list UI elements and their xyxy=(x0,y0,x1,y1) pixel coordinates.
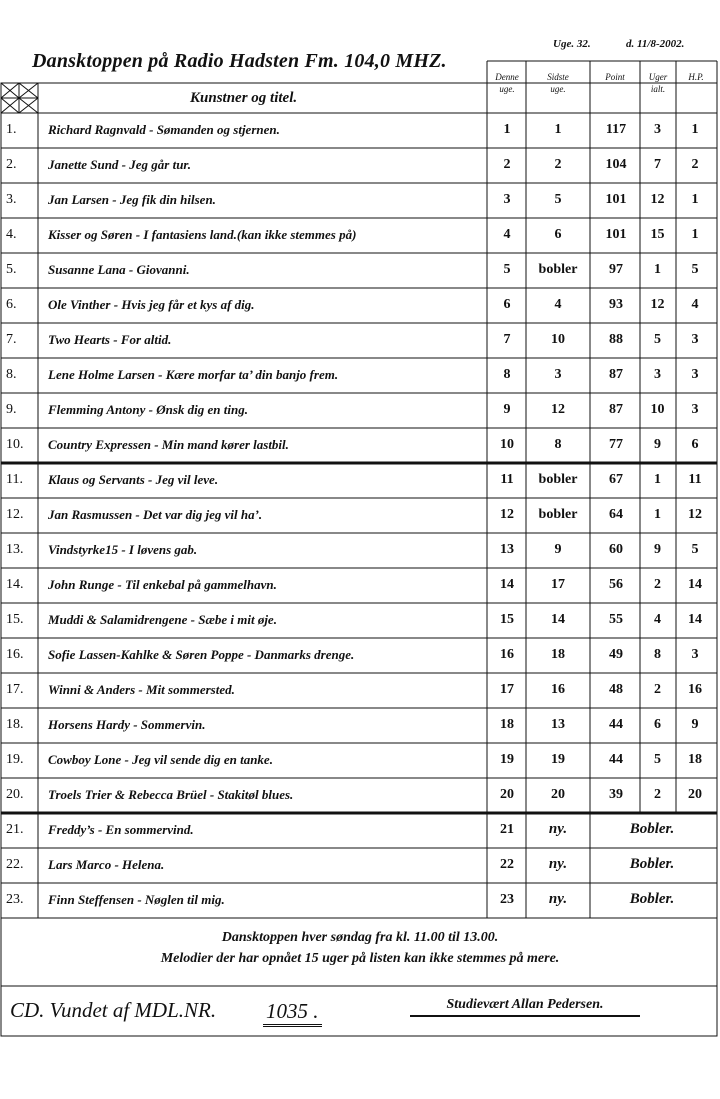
row-peak: 6 xyxy=(691,437,699,452)
row-this-week: 8 xyxy=(503,367,511,382)
row-weeks-total: 1 xyxy=(654,507,661,522)
row-rank: 1. xyxy=(6,122,17,137)
row-rank: 11. xyxy=(6,472,23,487)
row-artist-title: Vindstyrke15 - I løvens gab. xyxy=(48,542,198,557)
row-rank: 4. xyxy=(6,227,17,242)
row-weeks-total: 15 xyxy=(650,227,665,242)
row-points: 55 xyxy=(609,612,623,627)
row-last-week: 6 xyxy=(554,227,562,242)
row-last-week: 3 xyxy=(554,367,562,382)
row-rank: 17. xyxy=(6,682,24,697)
row-points: 101 xyxy=(605,227,627,242)
row-artist-title: Finn Steffensen - Nøglen til mig. xyxy=(48,892,225,907)
row-weeks-total: 12 xyxy=(650,192,665,207)
row-weeks-total: 2 xyxy=(654,577,661,592)
row-last-week: 4 xyxy=(554,297,562,312)
row-points: 117 xyxy=(605,122,627,137)
row-peak: 9 xyxy=(691,717,699,732)
row-rank: 9. xyxy=(6,402,17,417)
row-rank: 15. xyxy=(6,612,24,627)
row-last-week: bobler xyxy=(538,472,578,487)
row-rank: 12. xyxy=(6,507,24,522)
row-artist-title: Klaus og Servants - Jeg vil leve. xyxy=(48,472,219,487)
row-points: 44 xyxy=(609,717,623,732)
row-rank: 6. xyxy=(6,297,17,312)
row-peak: 11 xyxy=(688,472,702,487)
row-peak: 4 xyxy=(691,297,699,312)
row-status: Bobler. xyxy=(629,891,675,907)
row-artist-title: Flemming Antony - Ønsk dig en ting. xyxy=(48,402,248,417)
row-peak: 3 xyxy=(691,332,699,347)
row-this-week: 10 xyxy=(500,437,514,452)
row-peak: 20 xyxy=(688,787,702,802)
row-peak: 16 xyxy=(688,682,702,697)
row-last-week: 1 xyxy=(554,122,562,137)
row-weeks-total: 8 xyxy=(654,647,661,662)
row-artist-title: Lene Holme Larsen - Kære morfar ta’ din banjo frem. xyxy=(48,367,339,382)
row-artist-title: Muddi & Salamidrengene - Sæbe i mit øje. xyxy=(48,612,277,627)
row-rank: 14. xyxy=(6,577,24,592)
row-points: 48 xyxy=(609,682,623,697)
row-last-week: 19 xyxy=(551,752,565,767)
row-artist-title: Country Expressen - Min mand kører lastbil. xyxy=(48,437,289,452)
row-artist-title: Richard Ragnvald - Sømanden og stjernen. xyxy=(48,122,280,137)
row-this-week: 18 xyxy=(500,717,514,732)
column-header-peak: H.P. xyxy=(688,72,704,82)
row-artist-title: Winni & Anders - Mit sommersted. xyxy=(48,682,235,697)
column-header-last-week: Sidste uge. xyxy=(547,72,569,94)
row-rank: 19. xyxy=(6,752,24,767)
row-peak: 1 xyxy=(691,192,699,207)
row-weeks-total: 10 xyxy=(650,402,665,417)
row-artist-title: Lars Marco - Helena. xyxy=(48,857,165,872)
row-new-entry: ny. xyxy=(548,856,568,872)
row-last-week: 13 xyxy=(551,717,565,732)
row-last-week: 14 xyxy=(551,612,565,627)
row-last-week: 8 xyxy=(554,437,562,452)
row-peak: 1 xyxy=(691,227,699,242)
row-artist-title: Jan Rasmussen - Det var dig jeg vil ha’. xyxy=(48,507,263,522)
row-peak: 5 xyxy=(691,262,699,277)
row-rank: 2. xyxy=(6,157,17,172)
column-header-this-week: Denne uge. xyxy=(495,72,519,94)
row-artist-title: Ole Vinther - Hvis jeg får et kys af dig. xyxy=(48,297,255,312)
row-this-week: 9 xyxy=(503,402,511,417)
row-this-week: 14 xyxy=(500,577,514,592)
row-last-week: bobler xyxy=(538,262,578,277)
row-peak: 3 xyxy=(691,647,699,662)
column-header-points: Point xyxy=(605,72,625,82)
voting-rule: Melodier der har opnået 15 uger på listen kan ikke stemmes på mere. xyxy=(160,951,560,966)
row-weeks-total: 3 xyxy=(654,122,661,137)
row-new-entry: ny. xyxy=(548,891,568,907)
row-artist-title: Jan Larsen - Jeg fik din hilsen. xyxy=(48,192,216,207)
row-this-week: 3 xyxy=(503,192,511,207)
row-points: 104 xyxy=(605,157,627,172)
row-weeks-total: 7 xyxy=(654,157,661,172)
row-points: 88 xyxy=(609,332,623,347)
row-rank: 20. xyxy=(6,787,24,802)
row-last-week: 16 xyxy=(551,682,565,697)
row-artist-title: Freddy’s - En sommervind. xyxy=(48,822,194,837)
row-weeks-total: 1 xyxy=(654,472,661,487)
row-points: 97 xyxy=(609,262,623,277)
row-this-week: 2 xyxy=(503,157,511,172)
row-rank: 8. xyxy=(6,367,17,382)
row-weeks-total: 1 xyxy=(654,262,661,277)
row-rank: 10. xyxy=(6,437,24,452)
row-rank: 7. xyxy=(6,332,17,347)
row-rank: 18. xyxy=(6,717,24,732)
row-peak: 3 xyxy=(691,402,699,417)
row-weeks-total: 2 xyxy=(654,787,661,802)
row-peak: 14 xyxy=(688,577,702,592)
row-peak: 12 xyxy=(688,507,702,522)
row-this-week: 13 xyxy=(500,542,514,557)
row-this-week: 4 xyxy=(503,227,511,242)
row-last-week: 17 xyxy=(551,577,565,592)
row-this-week: 11 xyxy=(500,472,514,487)
row-artist-title: Kisser og Søren - I fantasiens land.(kan ikke stemmes på) xyxy=(48,227,357,242)
row-weeks-total: 12 xyxy=(650,297,665,312)
row-last-week: 18 xyxy=(551,647,565,662)
row-rank: 13. xyxy=(6,542,24,557)
row-points: 39 xyxy=(609,787,623,802)
row-last-week: 5 xyxy=(554,192,562,207)
column-header-artist-title: Kunstner og titel. xyxy=(190,90,298,106)
row-last-week: 2 xyxy=(554,157,562,172)
row-weeks-total: 9 xyxy=(654,437,661,452)
row-weeks-total: 6 xyxy=(654,717,661,732)
row-points: 60 xyxy=(609,542,623,557)
row-this-week: 6 xyxy=(503,297,511,312)
row-peak: 18 xyxy=(688,752,702,767)
row-peak: 14 xyxy=(688,612,702,627)
row-points: 77 xyxy=(609,437,623,452)
row-artist-title: Troels Trier & Rebecca Brüel - Stakitøl blues. xyxy=(48,787,294,802)
row-weeks-total: 2 xyxy=(654,682,661,697)
week-number: Uge. 32. xyxy=(553,38,591,50)
column-header-weeks-total: Uger ialt. xyxy=(648,72,668,94)
row-status: Bobler. xyxy=(629,821,675,837)
row-points: 67 xyxy=(609,472,623,487)
row-weeks-total: 4 xyxy=(654,612,661,627)
row-artist-title: Two Hearts - For altid. xyxy=(48,332,172,347)
row-last-week: 10 xyxy=(551,332,565,347)
cd-winner-number: 1035 . xyxy=(263,998,322,1027)
row-peak: 1 xyxy=(691,122,699,137)
row-weeks-total: 9 xyxy=(654,542,661,557)
row-peak: 2 xyxy=(691,157,699,172)
row-points: 93 xyxy=(609,297,623,312)
row-artist-title: Cowboy Lone - Jeg vil sende dig en tanke. xyxy=(48,752,273,767)
row-artist-title: Horsens Hardy - Sommervin. xyxy=(48,717,206,732)
row-rank: 5. xyxy=(6,262,17,277)
row-artist-title: Susanne Lana - Giovanni. xyxy=(48,262,190,277)
row-artist-title: Sofie Lassen-Kahlke & Søren Poppe - Danmarks drenge. xyxy=(48,647,355,662)
row-rank: 21. xyxy=(6,822,24,837)
row-this-week: 12 xyxy=(500,507,514,522)
row-peak: 3 xyxy=(691,367,699,382)
row-new-entry: ny. xyxy=(548,821,568,837)
row-this-week: 17 xyxy=(500,682,514,697)
row-points: 64 xyxy=(609,507,623,522)
row-artist-title: John Runge - Til enkebal på gammelhavn. xyxy=(48,577,277,592)
row-peak: 5 xyxy=(691,542,699,557)
row-this-week: 23 xyxy=(500,892,514,907)
row-this-week: 21 xyxy=(500,822,514,837)
cd-winner-label: CD. Vundet af MDL.NR. xyxy=(10,998,217,1022)
row-weeks-total: 5 xyxy=(654,752,661,767)
studio-host: Studievært Allan Pedersen. xyxy=(410,997,640,1017)
row-rank: 3. xyxy=(6,192,17,207)
row-weeks-total: 5 xyxy=(654,332,661,347)
row-this-week: 1 xyxy=(503,122,511,137)
row-points: 87 xyxy=(609,367,623,382)
row-points: 44 xyxy=(609,752,623,767)
row-last-week: bobler xyxy=(538,507,578,522)
row-points: 56 xyxy=(609,577,623,592)
row-rank: 23. xyxy=(6,892,24,907)
row-rank: 16. xyxy=(6,647,24,662)
row-points: 87 xyxy=(609,402,623,417)
row-last-week: 9 xyxy=(554,542,562,557)
row-last-week: 20 xyxy=(551,787,565,802)
row-status: Bobler. xyxy=(629,856,675,872)
row-weeks-total: 3 xyxy=(654,367,661,382)
row-points: 49 xyxy=(609,647,623,662)
row-this-week: 19 xyxy=(500,752,514,767)
row-points: 101 xyxy=(605,192,627,207)
row-this-week: 7 xyxy=(503,332,511,347)
row-rank: 22. xyxy=(6,857,24,872)
row-this-week: 22 xyxy=(500,857,514,872)
row-this-week: 5 xyxy=(503,262,511,277)
row-this-week: 16 xyxy=(500,647,514,662)
page-title: Dansktoppen på Radio Hadsten Fm. 104,0 MHZ. xyxy=(32,50,447,72)
row-last-week: 12 xyxy=(551,402,565,417)
row-artist-title: Janette Sund - Jeg går tur. xyxy=(48,157,192,172)
chart-date: d. 11/8-2002. xyxy=(626,38,685,50)
row-this-week: 20 xyxy=(500,787,514,802)
broadcast-info: Dansktoppen hver søndag fra kl. 11.00 til 13.00. xyxy=(221,930,499,945)
row-this-week: 15 xyxy=(500,612,514,627)
